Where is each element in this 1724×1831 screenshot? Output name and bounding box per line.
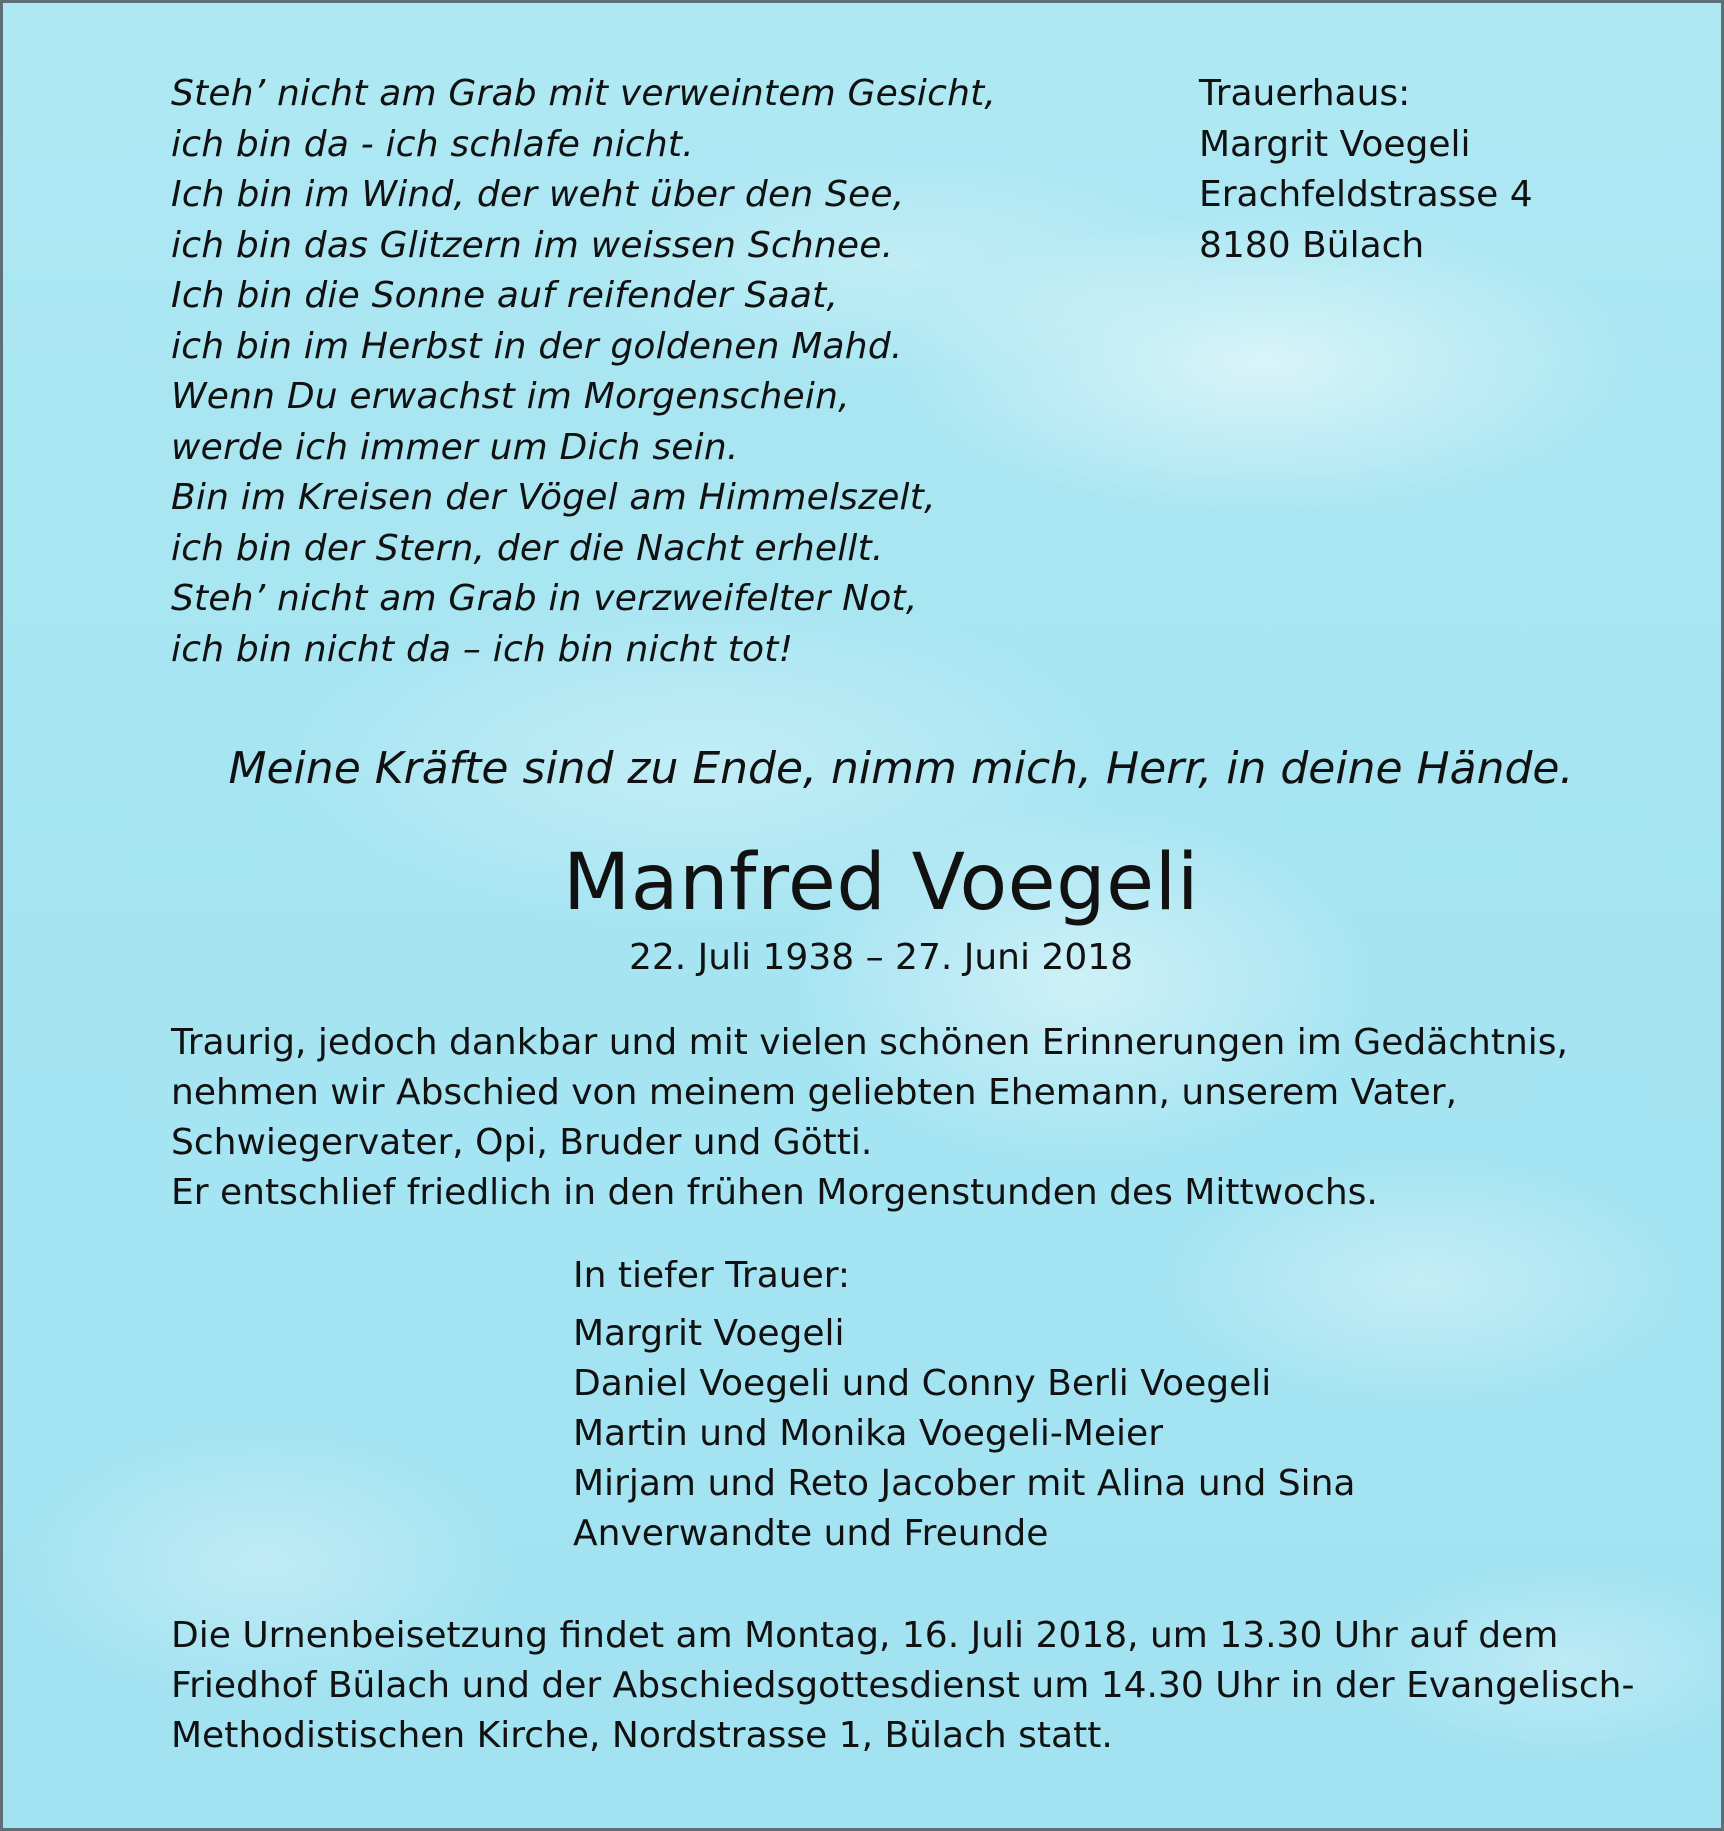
poem-line: ich bin der Stern, der die Nacht erhellt.: [171, 527, 884, 569]
poem-line: Ich bin die Sonne auf reifender Saat,: [171, 275, 839, 316]
message-line: nehmen wir Abschied von meinem geliebten Ehemann, unserem Vater,: [171, 1072, 1458, 1113]
mourners-heading: In tiefer Trauer:: [573, 1255, 851, 1296]
poem-line: ich bin da - ich schlafe nicht.: [171, 123, 694, 165]
closing-line: Methodistischen Kirche, Nordstrasse 1, Bülach statt.: [171, 1715, 1113, 1756]
poem-line: Wenn Du erwachst im Morgenschein,: [171, 376, 850, 417]
mourner-name: Martin und Monika Voegeli-Meier: [573, 1413, 1164, 1454]
poem-line: ich bin nicht da – ich bin nicht tot!: [171, 628, 794, 670]
mourner-name: Mirjam und Reto Jacober mit Alina und Sina: [573, 1463, 1356, 1504]
trauerhaus-address: [1199, 69, 1533, 271]
trauerhaus-street: Erachfeldstrasse 4: [1199, 174, 1533, 215]
message-line: Schwiegervater, Opi, Bruder und Götti.: [171, 1122, 873, 1163]
message-line: Er entschlief friedlich in den frühen Morgenstunden des Mittwochs.: [171, 1172, 1378, 1213]
mourner-name: Margrit Voegeli: [573, 1313, 845, 1354]
closing-line: Die Urnenbeisetzung findet am Montag, 16. Juli 2018, um 13.30 Uhr auf dem: [171, 1615, 1559, 1656]
trauerhaus-label: Trauerhaus:: [1199, 73, 1411, 114]
poem: [171, 69, 996, 675]
message-line: Traurig, jedoch dankbar und mit vielen schönen Erinnerungen im Gedächtnis,: [171, 1022, 1569, 1063]
mourner-name: Anverwandte und Freunde: [573, 1513, 1049, 1554]
motto: Meine Kräfte sind zu Ende, nimm mich, Herr, in deine Hände.: [228, 743, 1574, 794]
deceased-name: Manfred Voegeli: [563, 838, 1199, 928]
poem-line: Steh’ nicht am Grab mit verweintem Gesicht,: [171, 73, 997, 114]
poem-line: Ich bin im Wind, der weht über den See,: [171, 174, 905, 215]
poem-line: Steh’ nicht am Grab in verzweifelter Not,: [171, 578, 918, 619]
poem-line: ich bin das Glitzern im weissen Schnee.: [171, 224, 894, 266]
closing-line: Friedhof Bülach und der Abschiedsgottesdienst um 14.30 Uhr in der Evangelisch-: [171, 1665, 1635, 1706]
poem-line: ich bin im Herbst in der goldenen Mahd.: [171, 325, 903, 367]
poem-line: werde ich immer um Dich sein.: [171, 426, 739, 468]
farewell-message: [171, 1018, 1568, 1218]
funeral-announcement: [171, 1611, 1634, 1761]
mourner-name: Daniel Voegeli und Conny Berli Voegeli: [573, 1363, 1272, 1404]
poem-line: Bin im Kreisen der Vögel am Himmelszelt,: [171, 477, 936, 518]
life-dates: 22. Juli 1938 – 27. Juni 2018: [628, 937, 1134, 978]
trauerhaus-city: 8180 Bülach: [1199, 224, 1425, 266]
trauerhaus-name: Margrit Voegeli: [1199, 123, 1471, 165]
mourners-list: [573, 1251, 1355, 1559]
